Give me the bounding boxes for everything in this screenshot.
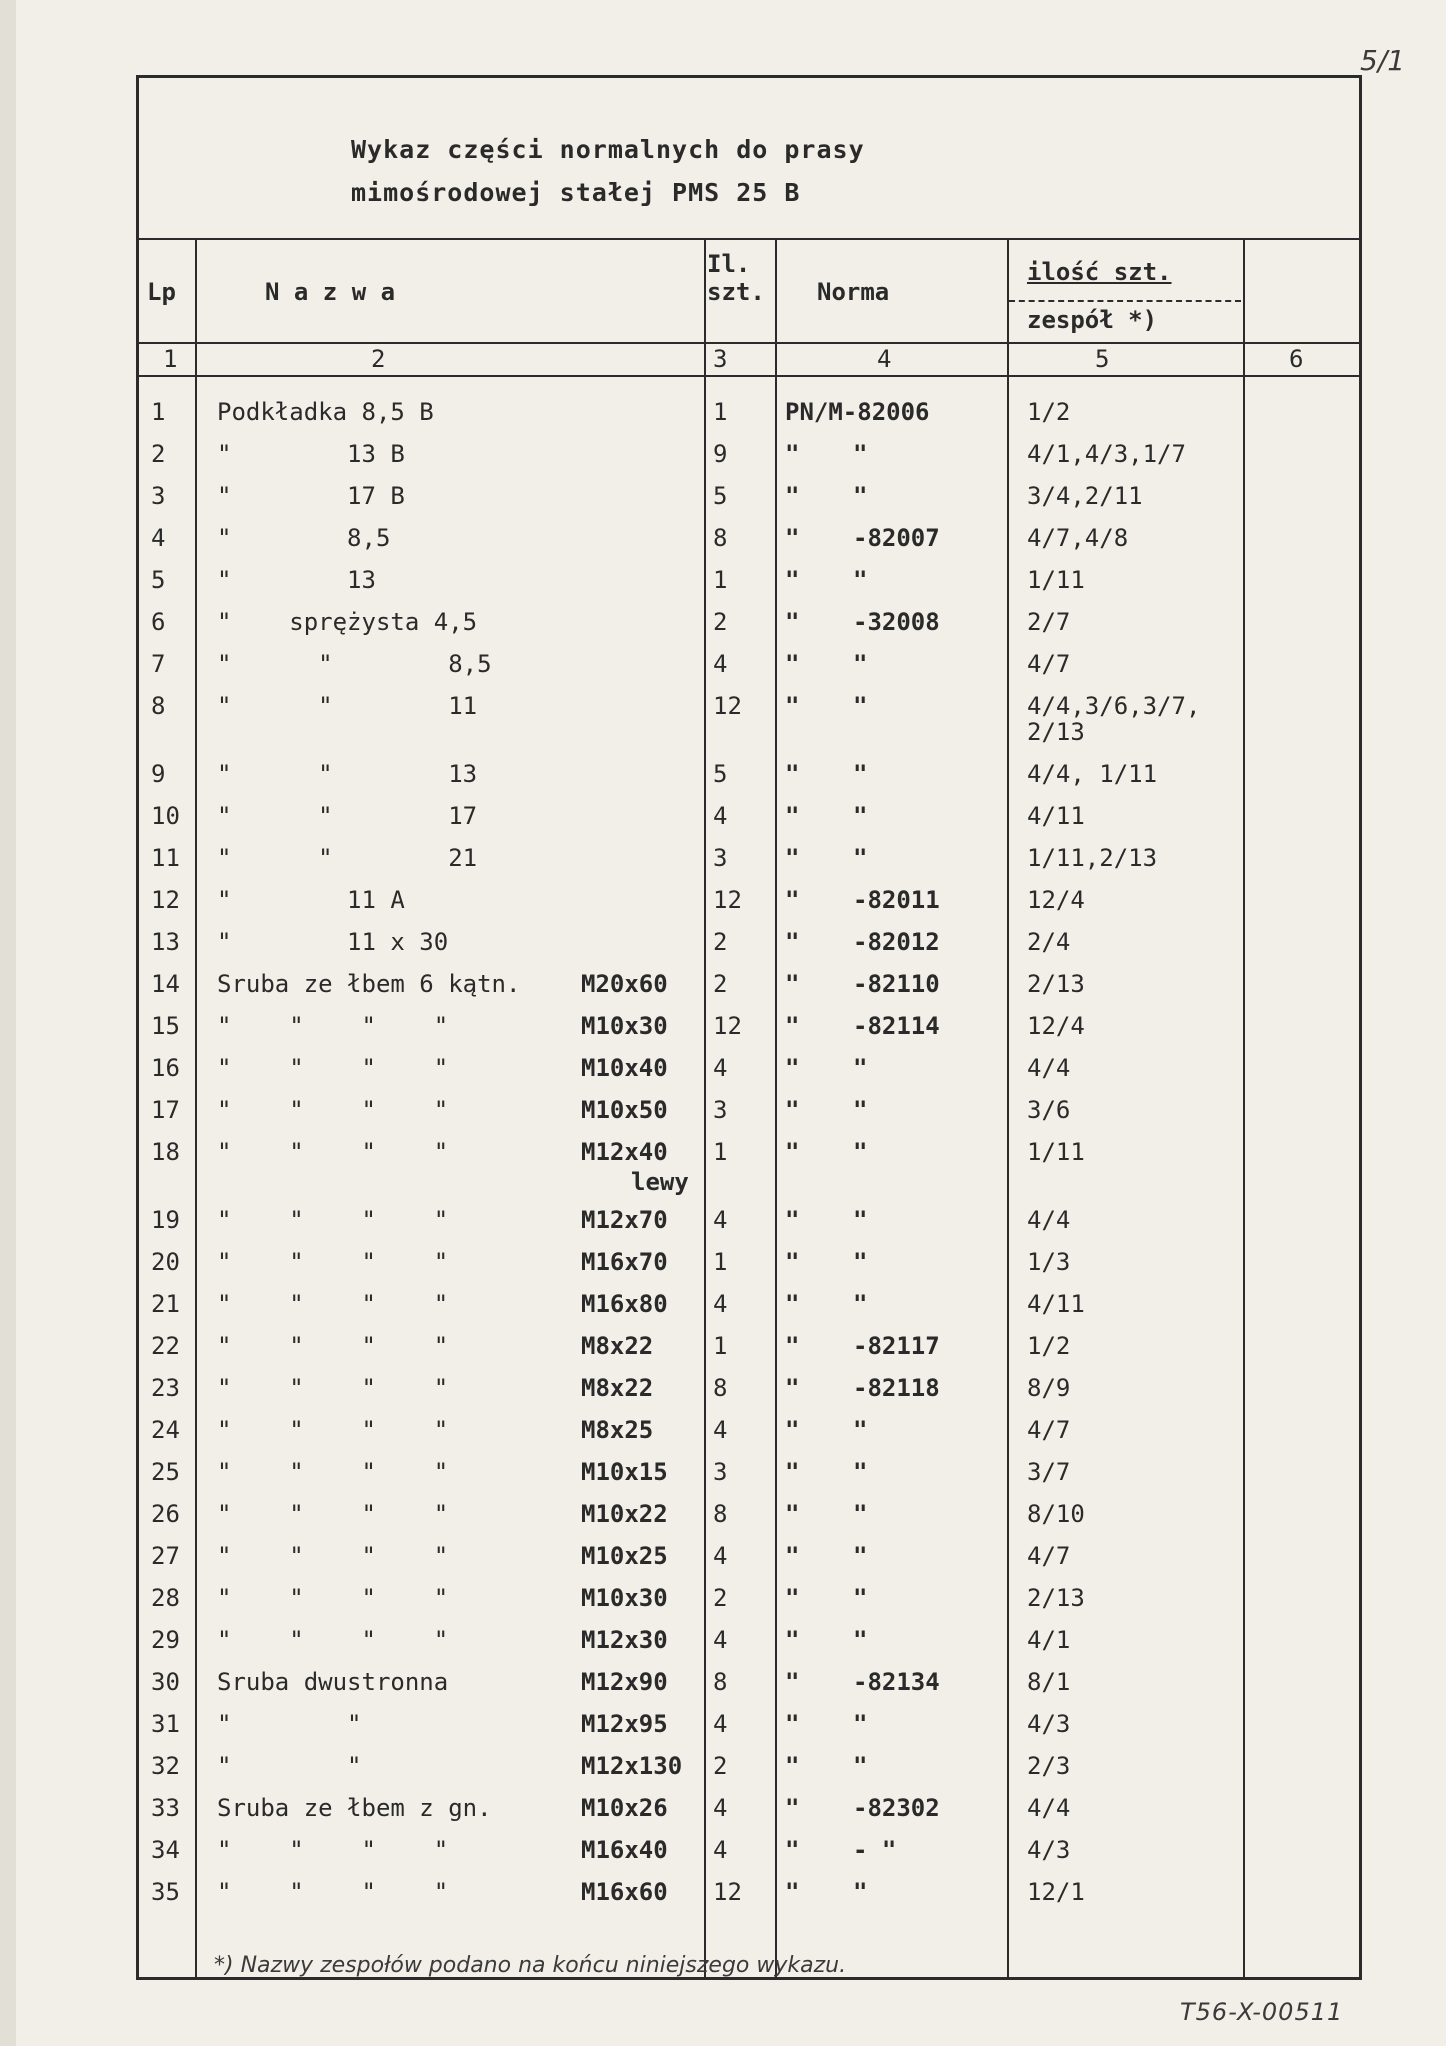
row-name: " " " " <box>217 1206 449 1234</box>
rule-ilosc-sub <box>1009 300 1241 302</box>
row-assembly-units: 3/6 <box>1027 1096 1071 1124</box>
row-quantity: 4 <box>713 1710 728 1738</box>
row-dimension: M10x30 <box>581 1584 668 1612</box>
row-dimension: M12x40 <box>581 1138 668 1166</box>
row-lp: 24 <box>151 1416 180 1444</box>
row-name: " " " " <box>217 1542 449 1570</box>
row-name: Sruba dwustronna <box>217 1668 449 1696</box>
row-quantity: 4 <box>713 1794 728 1822</box>
row-lp: 34 <box>151 1836 180 1864</box>
row-quantity: 12 <box>713 692 742 720</box>
row-name: " " " " <box>217 1054 449 1082</box>
row-norm-prefix: " <box>785 1626 800 1654</box>
row-lp: 19 <box>151 1206 180 1234</box>
row-lp: 30 <box>151 1668 180 1696</box>
row-norm-prefix: " <box>785 1054 800 1082</box>
row-norm-prefix: " <box>785 1332 800 1360</box>
colnum-5: 5 <box>1095 345 1110 373</box>
row-name: " " " " <box>217 1626 449 1654</box>
row-quantity: 12 <box>713 886 742 914</box>
row-lp: 28 <box>151 1584 180 1612</box>
row-norm-number: " <box>853 1584 868 1612</box>
row-quantity: 2 <box>713 1584 728 1612</box>
row-norm-prefix: " <box>785 440 800 468</box>
row-assembly-units: 4/3 <box>1027 1710 1071 1738</box>
row-quantity: 2 <box>713 608 728 636</box>
row-norm-number: " <box>853 760 868 788</box>
row-assembly-units: 1/3 <box>1027 1248 1071 1276</box>
row-norm-number: " <box>853 1752 868 1780</box>
row-assembly-units: 1/2 <box>1027 1332 1071 1360</box>
header-il-2: szt. <box>707 278 765 306</box>
row-name: " 8,5 <box>217 524 391 552</box>
row-name: " " 11 <box>217 692 478 720</box>
row-name: " " " " <box>217 1290 449 1318</box>
row-assembly-units: 12/1 <box>1027 1878 1085 1906</box>
row-quantity: 5 <box>713 482 728 510</box>
row-dimension: M10x30 <box>581 1012 668 1040</box>
row-dimension: M10x40 <box>581 1054 668 1082</box>
row-name: " " " " <box>217 1248 449 1276</box>
row-norm-prefix: " <box>785 1542 800 1570</box>
row-dimension: M10x25 <box>581 1542 668 1570</box>
row-assembly-units: 4/4 <box>1027 1794 1071 1822</box>
row-lp: 7 <box>151 650 166 678</box>
rule-colnum <box>139 375 1359 377</box>
row-assembly-units: 12/4 <box>1027 886 1085 914</box>
row-dimension: M12x70 <box>581 1206 668 1234</box>
row-lp: 11 <box>151 844 180 872</box>
row-quantity: 12 <box>713 1878 742 1906</box>
row-lp: 20 <box>151 1248 180 1276</box>
row-norm-number: " <box>853 650 868 678</box>
header-lp: Lp <box>147 278 176 306</box>
row-dimension: M16x70 <box>581 1248 668 1276</box>
row-norm-prefix: " <box>785 524 800 552</box>
row-norm-number: " <box>853 844 868 872</box>
row-name: " " <box>217 1752 362 1780</box>
title-block <box>139 78 1359 240</box>
row-quantity: 1 <box>713 1138 728 1166</box>
row-norm-number: -82012 <box>853 928 940 956</box>
row-norm-number: " <box>853 1500 868 1528</box>
row-assembly-units: 8/10 <box>1027 1500 1085 1528</box>
row-norm-number: " <box>853 1206 868 1234</box>
row-name: " " " " <box>217 1012 449 1040</box>
row-name: " " " " <box>217 1500 449 1528</box>
row-lp: 13 <box>151 928 180 956</box>
header-ilosc-2: zespół *) <box>1027 306 1158 334</box>
row-quantity: 9 <box>713 440 728 468</box>
row-name: " " <box>217 1710 362 1738</box>
row-quantity: 8 <box>713 1374 728 1402</box>
row-name: " " 13 <box>217 760 478 788</box>
row-assembly-units: 4/4,3/6,3/7, <box>1027 692 1201 720</box>
row-name: " " " " <box>217 1416 449 1444</box>
row-norm-prefix: " <box>785 1206 800 1234</box>
row-name: Sruba ze łbem 6 kątn. <box>217 970 521 998</box>
row-norm-number: " <box>853 566 868 594</box>
row-dimension-note: lewy <box>631 1168 689 1196</box>
row-norm-prefix: " <box>785 1584 800 1612</box>
header-norma: Norma <box>817 278 890 306</box>
row-quantity: 4 <box>713 1836 728 1864</box>
row-quantity: 4 <box>713 650 728 678</box>
row-name: " 13 B <box>217 440 405 468</box>
row-norm-number: - " <box>853 1836 897 1864</box>
row-lp: 31 <box>151 1710 180 1738</box>
row-assembly-units: 8/9 <box>1027 1374 1071 1402</box>
row-assembly-units: 3/4,2/11 <box>1027 482 1143 510</box>
row-norm-number: -82011 <box>853 886 940 914</box>
row-norm-number: " <box>853 1248 868 1276</box>
row-name: " " " " <box>217 1332 449 1360</box>
row-lp: 35 <box>151 1878 180 1906</box>
row-assembly-units: 2/13 <box>1027 1584 1085 1612</box>
row-norm-prefix: " <box>785 608 800 636</box>
row-lp: 14 <box>151 970 180 998</box>
row-norm-number: " <box>853 1710 868 1738</box>
row-quantity: 12 <box>713 1012 742 1040</box>
row-dimension: M12x130 <box>581 1752 683 1780</box>
row-norm-prefix: " <box>785 1458 800 1486</box>
row-norm-prefix: " <box>785 650 800 678</box>
row-quantity: 3 <box>713 1458 728 1486</box>
row-quantity: 8 <box>713 524 728 552</box>
row-norm-number: -82117 <box>853 1332 940 1360</box>
colnum-2: 2 <box>371 345 386 373</box>
row-assembly-units: 2/4 <box>1027 928 1071 956</box>
row-quantity: 4 <box>713 1542 728 1570</box>
row-dimension: M10x22 <box>581 1500 668 1528</box>
row-norm-prefix: " <box>785 1878 800 1906</box>
row-name: Podkładka 8,5 B <box>217 398 434 426</box>
row-lp: 8 <box>151 692 166 720</box>
row-assembly-units: 1/2 <box>1027 398 1071 426</box>
row-assembly-units: 4/11 <box>1027 1290 1085 1318</box>
row-norm-prefix: " <box>785 886 800 914</box>
row-norm-prefix: " <box>785 1416 800 1444</box>
row-norm-number: -82118 <box>853 1374 940 1402</box>
row-assembly-units: 4/3 <box>1027 1836 1071 1864</box>
row-norm-prefix: " <box>785 1668 800 1696</box>
row-dimension: M12x90 <box>581 1668 668 1696</box>
footnote: *) Nazwy zespołów podano na końcu niniejszego wykazu. <box>214 1953 847 1978</box>
row-norm-prefix: " <box>785 928 800 956</box>
row-lp: 15 <box>151 1012 180 1040</box>
row-lp: 1 <box>151 398 166 426</box>
row-norm-prefix: " <box>785 1096 800 1124</box>
rule-col-norma <box>1007 238 1009 1980</box>
row-name: " " " " <box>217 1138 449 1166</box>
row-quantity: 1 <box>713 1248 728 1276</box>
row-name: " " " " <box>217 1458 449 1486</box>
row-quantity: 5 <box>713 760 728 788</box>
row-name: " 13 <box>217 566 376 594</box>
row-dimension: M8x22 <box>581 1332 654 1360</box>
row-norm-prefix: " <box>785 1012 800 1040</box>
row-assembly-units: 12/4 <box>1027 1012 1085 1040</box>
row-quantity: 1 <box>713 1332 728 1360</box>
row-norm-number: " <box>853 1878 868 1906</box>
row-dimension: M16x80 <box>581 1290 668 1318</box>
row-lp: 32 <box>151 1752 180 1780</box>
row-assembly-units: 4/4, 1/11 <box>1027 760 1158 788</box>
row-quantity: 2 <box>713 928 728 956</box>
row-lp: 29 <box>151 1626 180 1654</box>
row-norm-number: -82110 <box>853 970 940 998</box>
row-lp: 5 <box>151 566 166 594</box>
row-assembly-units: 4/1 <box>1027 1626 1071 1654</box>
row-norm-number: " <box>853 1458 868 1486</box>
row-quantity: 1 <box>713 398 728 426</box>
row-norm-prefix: " <box>785 1374 800 1402</box>
row-name: " " " " <box>217 1096 449 1124</box>
colnum-4: 4 <box>877 345 892 373</box>
row-norm-prefix: " <box>785 844 800 872</box>
row-norm-number: " <box>853 692 868 720</box>
row-assembly-units: 1/11 <box>1027 566 1085 594</box>
row-lp: 23 <box>151 1374 180 1402</box>
row-name: " " " " <box>217 1878 449 1906</box>
row-norm-prefix: " <box>785 692 800 720</box>
row-norm-prefix: PN/M-82006 <box>785 398 930 426</box>
row-quantity: 2 <box>713 970 728 998</box>
row-lp: 26 <box>151 1500 180 1528</box>
row-name: " 11 x 30 <box>217 928 449 956</box>
row-assembly-units: 8/1 <box>1027 1668 1071 1696</box>
row-assembly-units: 4/4 <box>1027 1206 1071 1234</box>
row-norm-number: -82007 <box>853 524 940 552</box>
header-nazwa: N a z w a <box>265 278 396 306</box>
row-quantity: 4 <box>713 802 728 830</box>
colnum-3: 3 <box>713 345 728 373</box>
row-dimension: M8x22 <box>581 1374 654 1402</box>
row-name: " " " " <box>217 1374 449 1402</box>
scan-edge <box>0 0 16 2046</box>
reference-number: T56-X-00511 <box>1180 1998 1344 2026</box>
row-dimension: M20x60 <box>581 970 668 998</box>
row-assembly-units: 2/13 <box>1027 970 1085 998</box>
row-norm-prefix: " <box>785 566 800 594</box>
row-dimension: M8x25 <box>581 1416 654 1444</box>
title-line-1: Wykaz części normalnych do prasy <box>351 135 865 164</box>
row-norm-number: " <box>853 1096 868 1124</box>
row-lp: 3 <box>151 482 166 510</box>
row-name: Sruba ze łbem z gn. <box>217 1794 492 1822</box>
header-ilosc-1: ilość szt. <box>1027 258 1172 286</box>
document-frame <box>136 75 1362 1980</box>
row-assembly-units: 3/7 <box>1027 1458 1071 1486</box>
row-norm-number: -82114 <box>853 1012 940 1040</box>
page-number: 5/1 <box>1360 44 1406 77</box>
row-dimension: M10x50 <box>581 1096 668 1124</box>
row-name: " 11 A <box>217 886 405 914</box>
row-assembly-units: 4/1,4/3,1/7 <box>1027 440 1186 468</box>
row-norm-prefix: " <box>785 482 800 510</box>
row-norm-prefix: " <box>785 1290 800 1318</box>
row-norm-number: " <box>853 482 868 510</box>
colnum-6: 6 <box>1289 345 1304 373</box>
row-norm-number: " <box>853 1054 868 1082</box>
row-norm-prefix: " <box>785 802 800 830</box>
row-assembly-units: 4/11 <box>1027 802 1085 830</box>
row-quantity: 1 <box>713 566 728 594</box>
row-norm-number: " <box>853 802 868 830</box>
row-lp: 33 <box>151 1794 180 1822</box>
row-norm-number: " <box>853 1542 868 1570</box>
row-dimension: M10x26 <box>581 1794 668 1822</box>
rule-col-il <box>775 238 777 1980</box>
row-lp: 27 <box>151 1542 180 1570</box>
rule-title <box>139 238 1359 240</box>
row-dimension: M16x60 <box>581 1878 668 1906</box>
row-lp: 16 <box>151 1054 180 1082</box>
row-name: " " 17 <box>217 802 478 830</box>
row-quantity: 3 <box>713 844 728 872</box>
colnum-1: 1 <box>163 345 178 373</box>
row-assembly-units: 4/7 <box>1027 1542 1071 1570</box>
row-norm-prefix: " <box>785 1248 800 1276</box>
row-quantity: 4 <box>713 1206 728 1234</box>
row-norm-prefix: " <box>785 1836 800 1864</box>
row-assembly-units: 1/11 <box>1027 1138 1085 1166</box>
row-assembly-units: 4/7,4/8 <box>1027 524 1129 552</box>
row-quantity: 2 <box>713 1752 728 1780</box>
row-assembly-units: 1/11,2/13 <box>1027 844 1158 872</box>
row-norm-number: -82134 <box>853 1668 940 1696</box>
row-quantity: 8 <box>713 1668 728 1696</box>
row-norm-prefix: " <box>785 1710 800 1738</box>
row-quantity: 4 <box>713 1290 728 1318</box>
row-norm-prefix: " <box>785 1138 800 1166</box>
row-lp: 25 <box>151 1458 180 1486</box>
row-norm-number: " <box>853 1416 868 1444</box>
row-norm-prefix: " <box>785 970 800 998</box>
row-name: " " " " <box>217 1584 449 1612</box>
header-il-1: Il. <box>707 250 751 278</box>
row-quantity: 4 <box>713 1416 728 1444</box>
row-norm-prefix: " <box>785 760 800 788</box>
row-norm-number: " <box>853 1626 868 1654</box>
rule-col-nazwa <box>704 238 706 1980</box>
title-line-2: mimośrodowej stałej PMS 25 B <box>351 178 801 207</box>
row-norm-prefix: " <box>785 1500 800 1528</box>
rule-col-ilosc <box>1243 238 1245 1980</box>
row-norm-prefix: " <box>785 1794 800 1822</box>
row-lp: 12 <box>151 886 180 914</box>
row-lp: 18 <box>151 1138 180 1166</box>
row-dimension: M10x15 <box>581 1458 668 1486</box>
row-lp: 22 <box>151 1332 180 1360</box>
row-lp: 21 <box>151 1290 180 1318</box>
row-quantity: 8 <box>713 1500 728 1528</box>
row-quantity: 3 <box>713 1096 728 1124</box>
row-assembly-units: 4/7 <box>1027 650 1071 678</box>
row-name: " 17 B <box>217 482 405 510</box>
row-norm-number: -32008 <box>853 608 940 636</box>
rule-col-lp <box>195 238 197 1980</box>
row-name: " " 21 <box>217 844 478 872</box>
row-assembly-units: 4/4 <box>1027 1054 1071 1082</box>
row-name: " sprężysta 4,5 <box>217 608 478 636</box>
row-lp: 10 <box>151 802 180 830</box>
row-name: " " 8,5 <box>217 650 492 678</box>
row-norm-number: " <box>853 1138 868 1166</box>
row-name: " " " " <box>217 1836 449 1864</box>
row-dimension: M16x40 <box>581 1836 668 1864</box>
row-lp: 9 <box>151 760 166 788</box>
row-assembly-units-cont: 2/13 <box>1027 718 1085 746</box>
row-quantity: 4 <box>713 1626 728 1654</box>
row-lp: 2 <box>151 440 166 468</box>
row-assembly-units: 2/7 <box>1027 608 1071 636</box>
row-norm-number: " <box>853 440 868 468</box>
rule-header <box>139 342 1359 344</box>
row-dimension: M12x30 <box>581 1626 668 1654</box>
row-norm-prefix: " <box>785 1752 800 1780</box>
row-lp: 17 <box>151 1096 180 1124</box>
row-lp: 6 <box>151 608 166 636</box>
row-assembly-units: 2/3 <box>1027 1752 1071 1780</box>
row-quantity: 4 <box>713 1054 728 1082</box>
row-dimension: M12x95 <box>581 1710 668 1738</box>
row-assembly-units: 4/7 <box>1027 1416 1071 1444</box>
row-lp: 4 <box>151 524 166 552</box>
row-norm-number: " <box>853 1290 868 1318</box>
row-norm-number: -82302 <box>853 1794 940 1822</box>
